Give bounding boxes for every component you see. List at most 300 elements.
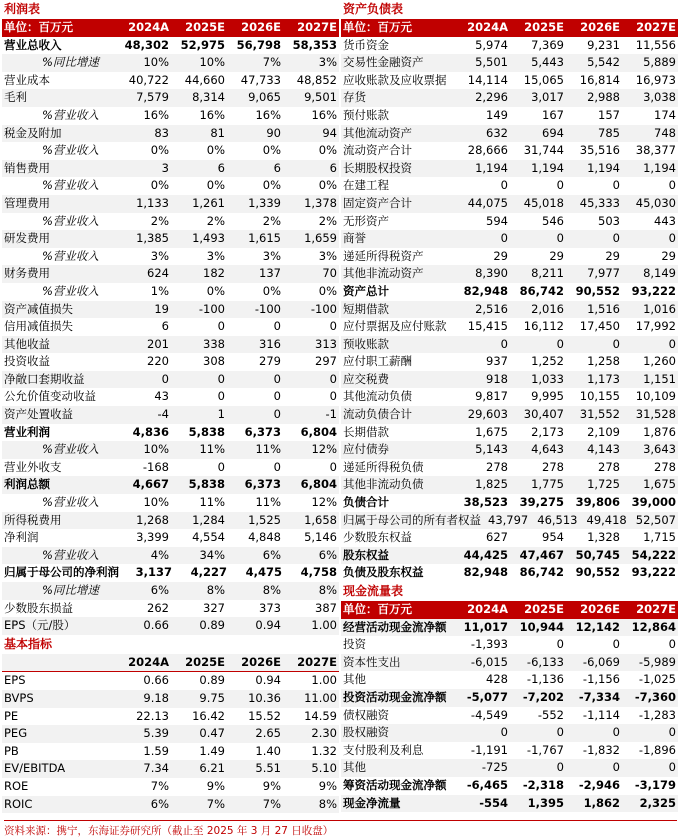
row-label: %同比增速 [42, 583, 99, 597]
row-label: 应交税费 [343, 371, 389, 386]
row-value: 0 [161, 371, 169, 386]
row-value: 10% [143, 55, 169, 70]
row-value: 4,143 [587, 442, 620, 457]
balance-year-header: 2025E [524, 20, 564, 34]
row-value: 2% [262, 213, 281, 228]
balance-table-row [341, 177, 678, 195]
row-value: 1,378 [304, 195, 337, 210]
row-label: 投资活动现金流净额 [343, 689, 447, 704]
indicators-table-row [2, 725, 339, 743]
row-value: -1,136 [526, 672, 564, 687]
income-table-row [2, 459, 339, 477]
row-value: 220 [147, 354, 169, 369]
row-value: -1,767 [526, 742, 564, 757]
row-label: %同比增速 [42, 55, 99, 70]
row-value: 6,804 [300, 424, 337, 439]
row-label: 长期借款 [343, 424, 389, 439]
row-label: 货币资金 [343, 37, 389, 52]
income-table-row [2, 406, 339, 424]
income-table-row [2, 89, 339, 107]
row-value: 0 [556, 336, 564, 351]
row-label: 投资 [343, 637, 366, 652]
balance-table-row [341, 107, 678, 125]
row-value: 16,973 [635, 72, 676, 87]
row-value: 4,554 [192, 530, 225, 545]
row-value: 6 [273, 160, 281, 175]
row-value: 0 [217, 319, 225, 334]
indicators-table-row [2, 672, 339, 690]
row-value: 9% [206, 778, 225, 793]
cashflow-year-header: 2027E [636, 602, 676, 616]
cashflow-title: 现金流量表 [343, 584, 404, 598]
row-value: -100 [254, 301, 281, 316]
row-label: 递延所得税负债 [343, 459, 424, 474]
income-table-row [2, 600, 339, 618]
indicators-header-row [2, 654, 339, 673]
row-label: 少数股东损益 [4, 600, 73, 615]
balance-header-row [341, 19, 678, 37]
cashflow-header-row [341, 601, 678, 619]
row-value: 7,579 [136, 90, 169, 105]
row-value: 7,369 [531, 37, 564, 52]
row-value: 278 [486, 459, 508, 474]
row-value: 6% [318, 547, 337, 562]
row-value: 0 [612, 231, 620, 246]
row-label: 公允价值变动收益 [4, 389, 96, 404]
row-value: 52,507 [635, 512, 676, 527]
row-value: 0 [668, 760, 676, 775]
row-value: 1.32 [311, 743, 337, 758]
row-value: 82,948 [463, 283, 508, 298]
row-value: 0 [329, 371, 337, 386]
income-year-header: 2024A [128, 20, 169, 34]
row-label: BVPS [4, 690, 34, 705]
row-value: 1,194 [475, 160, 508, 175]
row-label: PEG [4, 726, 28, 741]
row-value: 5,143 [475, 442, 508, 457]
row-value: 43 [154, 389, 169, 404]
row-value: 694 [542, 125, 564, 140]
income-year-header: 2026E [241, 20, 281, 34]
row-value: -554 [479, 795, 508, 810]
cashflow-table-body [341, 619, 678, 813]
row-value: 31,552 [579, 407, 620, 422]
row-label: 负债及股东权益 [343, 565, 424, 580]
balance-table-row [341, 529, 678, 547]
income-table-row [2, 494, 339, 512]
cashflow-unit-label: 单位：百万元 [343, 602, 412, 616]
row-value: 31,744 [523, 143, 564, 158]
row-value: 0% [206, 178, 225, 193]
row-value: -6,015 [470, 654, 508, 669]
row-value: 2,988 [587, 90, 620, 105]
row-value: 8% [318, 583, 337, 597]
row-value: 93,222 [631, 283, 676, 298]
row-value: 47,733 [240, 72, 281, 87]
row-label: 固定资产合计 [343, 195, 412, 210]
income-table-row [2, 336, 339, 354]
row-value: 1% [150, 283, 169, 298]
row-value: 4% [150, 547, 169, 562]
source-note: 资料来源：携宁，东海证券研究所（截止至 2025 年 3 月 27 日收盘） [4, 820, 677, 838]
row-value: 11,017 [463, 619, 508, 634]
row-value: 8,211 [531, 266, 564, 281]
balance-table-row [341, 195, 678, 213]
row-label: 支付股利及利息 [343, 742, 424, 757]
row-value: 0.94 [255, 618, 281, 633]
balance-table-body [341, 37, 678, 582]
income-table-body [2, 37, 339, 635]
income-table-row [2, 160, 339, 178]
income-table-row [2, 301, 339, 319]
row-label: %营业收入 [42, 178, 99, 193]
row-value: 5,838 [188, 477, 225, 492]
row-value: 174 [654, 107, 676, 122]
row-label: ROIC [4, 796, 33, 811]
row-value: 2,016 [531, 301, 564, 316]
income-year-header: 2027E [297, 20, 337, 34]
row-value: 2,173 [531, 424, 564, 439]
row-value: 11% [199, 495, 225, 510]
row-label: EV/EBITDA [4, 761, 66, 776]
row-value: 0 [668, 725, 676, 740]
row-value: 10,944 [519, 619, 564, 634]
balance-table-row [341, 125, 678, 143]
row-value: 0% [318, 178, 337, 193]
row-value: 86,742 [519, 565, 564, 580]
indicators-table-row [2, 690, 339, 708]
indicators-table-body [2, 672, 339, 813]
income-table-row [2, 353, 339, 371]
row-label: 应付票据及应付账款 [343, 319, 447, 334]
row-value: 49,418 [586, 512, 627, 527]
row-label: 股权融资 [343, 725, 389, 740]
row-value: 45,018 [523, 195, 564, 210]
row-label: 研发费用 [4, 231, 50, 246]
row-value: 785 [598, 125, 620, 140]
cashflow-year-header: 2025E [524, 602, 564, 616]
row-value: 28,666 [467, 143, 508, 158]
cashflow-table-row [341, 759, 678, 777]
row-value: 39,806 [575, 495, 620, 510]
row-value: 0% [318, 143, 337, 158]
row-value: 7% [262, 796, 281, 811]
row-label: 所得税费用 [4, 512, 62, 527]
row-value: 5,146 [304, 530, 337, 545]
row-value: 4,848 [248, 530, 281, 545]
row-value: 11% [199, 442, 225, 457]
row-value: 56,798 [236, 37, 281, 52]
row-value: 16% [255, 107, 281, 122]
row-value: 137 [259, 266, 281, 281]
row-value: 6 [161, 319, 169, 334]
income-table-row [2, 107, 339, 125]
row-value: 12% [311, 495, 337, 510]
row-label: 资产总计 [343, 283, 389, 298]
row-value: 1,268 [136, 512, 169, 527]
row-value: 0 [500, 178, 508, 193]
row-label: 短期借款 [343, 301, 389, 316]
row-value: 338 [203, 336, 225, 351]
row-label: 营业成本 [4, 72, 50, 87]
row-value: -6,069 [582, 654, 620, 669]
row-label: PB [4, 743, 19, 758]
row-value: -6,133 [526, 654, 564, 669]
row-value: 8,390 [475, 266, 508, 281]
indicators-year-header: 2027E [297, 654, 337, 669]
cashflow-year-header: 2026E [580, 602, 620, 616]
row-value: 22.13 [136, 708, 169, 723]
row-label: EPS [4, 673, 26, 688]
row-label: 营业外收支 [4, 459, 62, 474]
cashflow-table-row [341, 619, 678, 637]
row-value: -100 [198, 301, 225, 316]
row-value: 39,275 [519, 495, 564, 510]
row-value: -5,989 [638, 654, 676, 669]
row-value: 29 [661, 248, 676, 263]
row-value: 1,395 [527, 795, 564, 810]
income-table-row [2, 125, 339, 143]
row-value: 5,501 [475, 55, 508, 70]
indicators-table-row [2, 778, 339, 796]
row-label: 应付职工薪酬 [343, 354, 412, 369]
row-value: 3 [161, 160, 169, 175]
row-value: -3,179 [634, 777, 676, 792]
row-value: 278 [542, 459, 564, 474]
row-value: 16,814 [579, 72, 620, 87]
row-value: 0 [273, 319, 281, 334]
row-value: 1,493 [192, 231, 225, 246]
row-value: 9,995 [531, 389, 564, 404]
row-value: 11% [255, 442, 281, 457]
row-value: 0 [500, 231, 508, 246]
balance-sheet-title: 资产负债表 [343, 2, 404, 16]
cashflow-table-row [341, 689, 678, 707]
row-value: 443 [654, 213, 676, 228]
row-value: 11% [255, 495, 281, 510]
row-value: 70 [322, 266, 337, 281]
row-value: 0 [273, 407, 281, 422]
row-value: 19 [154, 301, 169, 316]
row-label: 资产减值损失 [4, 301, 73, 316]
row-value: 313 [315, 336, 337, 351]
row-label: ROE [4, 778, 29, 793]
row-value: 10% [143, 442, 169, 457]
balance-table-row [341, 406, 678, 424]
row-value: 0.66 [143, 673, 169, 688]
row-label: 销售费用 [4, 160, 50, 175]
row-value: 7% [206, 796, 225, 811]
row-value: 1,715 [643, 530, 676, 545]
row-value: 1,516 [587, 301, 620, 316]
row-value: 11.00 [304, 690, 337, 705]
row-value: 8% [206, 583, 225, 597]
row-value: 14.59 [304, 708, 337, 723]
row-value: 1,033 [531, 371, 564, 386]
row-value: 29 [493, 248, 508, 263]
row-value: 3% [318, 248, 337, 263]
income-year-header: 2025E [185, 20, 225, 34]
row-label: 流动资产合计 [343, 143, 412, 158]
row-value: -7,360 [634, 689, 676, 704]
row-value: 0 [556, 231, 564, 246]
row-value: 1,194 [587, 160, 620, 175]
income-table-row [2, 248, 339, 266]
balance-unit-label: 单位：百万元 [343, 20, 412, 34]
row-value: 0 [668, 178, 676, 193]
row-value: 4,227 [190, 565, 227, 580]
row-label: 其他收益 [4, 336, 50, 351]
cashflow-table-row [341, 707, 678, 725]
row-value: 1,675 [475, 424, 508, 439]
row-value: 2,109 [587, 424, 620, 439]
row-value: 4,836 [132, 424, 169, 439]
row-value: 52,975 [180, 37, 225, 52]
row-value: -100 [310, 301, 337, 316]
balance-table-row [341, 37, 678, 55]
row-value: 937 [486, 354, 508, 369]
balance-table-row [341, 265, 678, 283]
row-value: 0% [150, 143, 169, 158]
row-label: 递延所得税资产 [343, 248, 424, 263]
row-value: 35,516 [579, 143, 620, 158]
row-value: 3% [206, 248, 225, 263]
row-value: 0% [318, 283, 337, 298]
row-value: 16% [311, 107, 337, 122]
row-label: 无形资产 [343, 213, 389, 228]
row-value: -1,156 [582, 672, 620, 687]
row-value: 0 [612, 725, 620, 740]
row-value: 279 [259, 354, 281, 369]
row-value: 2,325 [639, 795, 676, 810]
row-value: 2,296 [475, 90, 508, 105]
row-label: 其他 [343, 760, 366, 775]
row-value: 1,252 [531, 354, 564, 369]
row-value: 16,112 [523, 319, 564, 334]
row-value: -7,202 [522, 689, 564, 704]
row-label: 应收账款及应收票据 [343, 72, 447, 87]
row-value: 0 [329, 459, 337, 474]
row-value: 6% [150, 796, 169, 811]
row-value: 918 [486, 371, 508, 386]
row-value: 0 [217, 459, 225, 474]
balance-table-row [341, 283, 678, 301]
row-label: %营业收入 [42, 442, 99, 457]
row-value: 4,758 [300, 565, 337, 580]
row-value: -1,832 [582, 742, 620, 757]
row-value: 0 [612, 336, 620, 351]
row-value: 17,992 [635, 319, 676, 334]
income-table-row [2, 213, 339, 231]
row-label: %营业收入 [42, 248, 99, 263]
row-label: 预付账款 [343, 107, 389, 122]
row-value: 4,667 [132, 477, 169, 492]
row-value: 29,603 [467, 407, 508, 422]
income-table-row [2, 265, 339, 283]
row-value: 82,948 [463, 565, 508, 580]
row-value: 0% [262, 283, 281, 298]
row-value: 1,194 [643, 160, 676, 175]
row-value: 1.00 [311, 618, 337, 633]
row-value: 3% [150, 248, 169, 263]
row-label: 在建工程 [343, 178, 389, 193]
row-value: 11,556 [635, 37, 676, 52]
row-label: 利润总额 [4, 477, 50, 492]
row-value: 10% [199, 55, 225, 70]
row-value: -7,334 [578, 689, 620, 704]
row-value: 373 [259, 600, 281, 615]
balance-table-row [341, 230, 678, 248]
income-table-row [2, 441, 339, 459]
row-value: 308 [203, 354, 225, 369]
cashflow-table-row [341, 777, 678, 795]
row-label: 资本性支出 [343, 654, 401, 669]
row-value: 3% [318, 55, 337, 70]
balance-table-row [341, 547, 678, 565]
row-value: 39,000 [631, 495, 676, 510]
row-value: 40,722 [128, 72, 169, 87]
row-label: 资产处置收益 [4, 407, 73, 422]
row-value: 503 [598, 213, 620, 228]
row-value: 1,825 [475, 477, 508, 492]
row-value: 48,302 [124, 37, 169, 52]
row-value: 12,864 [631, 619, 676, 634]
indicators-title: 基本指标 [4, 636, 53, 651]
row-label: EPS（元/股） [4, 618, 76, 633]
row-value: -2,946 [578, 777, 620, 792]
row-value: 0 [329, 389, 337, 404]
row-value: 6% [150, 583, 169, 597]
row-value: 86,742 [519, 283, 564, 298]
row-value: 0.47 [199, 726, 225, 741]
income-table-row [2, 424, 339, 442]
income-table-row [2, 476, 339, 494]
row-value: 6,373 [244, 424, 281, 439]
row-label: 负债合计 [343, 495, 389, 510]
row-value: 46,513 [537, 512, 578, 527]
row-value: 9,817 [475, 389, 508, 404]
income-table-row [2, 37, 339, 55]
row-value: 0 [668, 231, 676, 246]
row-value: 5.51 [255, 761, 281, 776]
row-value: -1,114 [582, 707, 620, 722]
row-value: 7,977 [587, 266, 620, 281]
row-value: 1,016 [643, 301, 676, 316]
income-unit-label: 单位：百万元 [4, 20, 73, 34]
row-value: -5,077 [466, 689, 508, 704]
row-value: 6.21 [199, 761, 225, 776]
row-value: 48,852 [296, 72, 337, 87]
row-value: 3,137 [135, 565, 172, 580]
row-value: 201 [147, 336, 169, 351]
row-value: 0.66 [143, 618, 169, 633]
row-value: 1,261 [192, 195, 225, 210]
row-label: 预收账款 [343, 336, 389, 351]
row-value: -1,393 [470, 637, 508, 652]
row-value: 8,314 [192, 90, 225, 105]
income-table-row [2, 230, 339, 248]
row-value: 0% [206, 283, 225, 298]
row-value: 0 [556, 637, 564, 652]
row-value: 0 [500, 336, 508, 351]
row-value: 15,065 [523, 72, 564, 87]
row-value: 3,017 [531, 90, 564, 105]
row-value: 1,658 [304, 512, 337, 527]
row-value: 2% [206, 213, 225, 228]
row-label: 少数股东权益 [343, 530, 412, 545]
row-value: 3,643 [643, 442, 676, 457]
row-value: 624 [147, 266, 169, 281]
